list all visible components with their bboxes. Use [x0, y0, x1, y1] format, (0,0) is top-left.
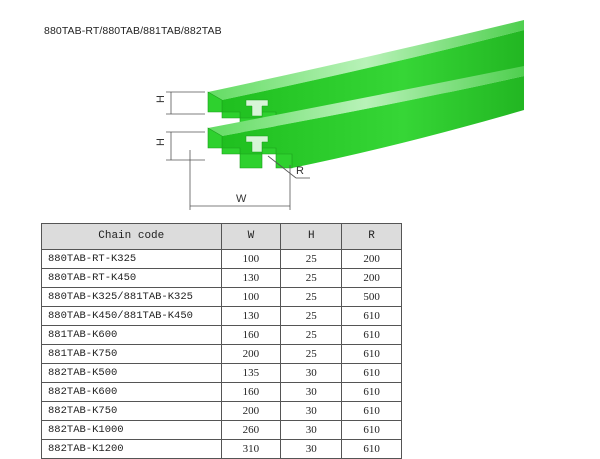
cell-chain-code: 882TAB-K750 — [42, 402, 222, 421]
cell-h: 25 — [281, 269, 342, 288]
cell-chain-code: 880TAB-RT-K325 — [42, 250, 222, 269]
dimension-h-bottom — [166, 132, 205, 160]
table-row — [42, 421, 402, 440]
cell-r: 610 — [342, 364, 402, 383]
label-h-bottom: H — [155, 138, 167, 146]
cell-w: 100 — [221, 288, 281, 307]
table-header-row — [42, 224, 402, 250]
page-title: 880TAB-RT/880TAB/881TAB/882TAB — [44, 25, 222, 37]
cell-h: 25 — [281, 250, 342, 269]
cell-r: 610 — [342, 440, 402, 459]
cell-chain-code: 882TAB-K600 — [42, 383, 222, 402]
table-row — [42, 307, 402, 326]
cell-w: 130 — [221, 307, 281, 326]
profile-drawing — [0, 0, 600, 225]
table-row — [42, 402, 402, 421]
cell-chain-code: 880TAB-K325/881TAB-K325 — [42, 288, 222, 307]
cell-r: 200 — [342, 269, 402, 288]
cell-r: 610 — [342, 402, 402, 421]
label-h-top: H — [155, 95, 167, 103]
table-row — [42, 440, 402, 459]
cell-r: 610 — [342, 421, 402, 440]
table-row — [42, 288, 402, 307]
cell-chain-code: 882TAB-K500 — [42, 364, 222, 383]
cell-h: 25 — [281, 345, 342, 364]
cell-chain-code: 880TAB-K450/881TAB-K450 — [42, 307, 222, 326]
cell-chain-code: 882TAB-K1000 — [42, 421, 222, 440]
cell-w: 130 — [221, 269, 281, 288]
table-row — [42, 383, 402, 402]
label-r: R — [296, 165, 304, 177]
cell-h: 25 — [281, 307, 342, 326]
cell-chain-code: 881TAB-K750 — [42, 345, 222, 364]
cell-r: 610 — [342, 307, 402, 326]
cell-h: 30 — [281, 383, 342, 402]
cell-h: 30 — [281, 421, 342, 440]
cell-w: 160 — [221, 383, 281, 402]
cell-h: 30 — [281, 364, 342, 383]
cell-w: 100 — [221, 250, 281, 269]
cell-chain-code: 881TAB-K600 — [42, 326, 222, 345]
cell-r: 610 — [342, 383, 402, 402]
label-w: W — [236, 193, 247, 205]
header-h: H — [281, 224, 342, 250]
cell-w: 200 — [221, 402, 281, 421]
cell-r: 610 — [342, 326, 402, 345]
table-row — [42, 345, 402, 364]
cell-chain-code: 882TAB-K1200 — [42, 440, 222, 459]
cell-h: 25 — [281, 326, 342, 345]
cell-r: 500 — [342, 288, 402, 307]
cell-h: 30 — [281, 440, 342, 459]
cell-w: 160 — [221, 326, 281, 345]
cell-h: 30 — [281, 402, 342, 421]
table-row — [42, 364, 402, 383]
header-r: R — [342, 224, 402, 250]
table-row — [42, 326, 402, 345]
cell-w: 260 — [221, 421, 281, 440]
cell-w: 310 — [221, 440, 281, 459]
cell-h: 25 — [281, 288, 342, 307]
header-chain-code: Chain code — [42, 224, 222, 250]
table-row — [42, 269, 402, 288]
cell-r: 610 — [342, 345, 402, 364]
cell-r: 200 — [342, 250, 402, 269]
dimension-h-top — [166, 92, 205, 114]
table-row — [42, 250, 402, 269]
cell-w: 200 — [221, 345, 281, 364]
cell-w: 135 — [221, 364, 281, 383]
spec-table — [41, 223, 402, 459]
cell-chain-code: 880TAB-RT-K450 — [42, 269, 222, 288]
header-w: W — [221, 224, 281, 250]
